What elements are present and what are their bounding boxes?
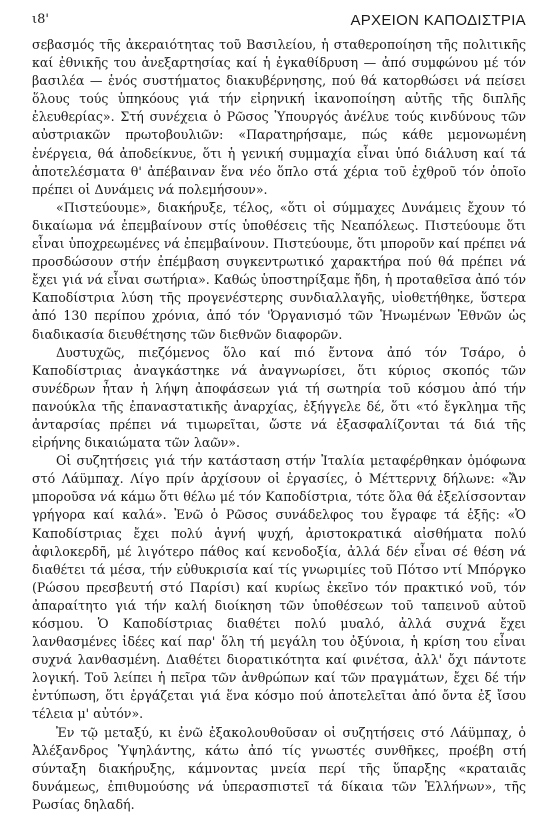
paragraph: Οἱ συζητήσεις γιά τήν κατάσταση στήν Ἰταλία μεταφέρθηκαν ὁμόφωνα στό Λάϋμπαχ. Λίγο πρίν ἀρχίσουν οἱ ἐργασίες, ὁ Μέττερνιχ δήλωνε: «Ἄν μποροῦσα νά κάμω ὅτι θέλω μέ τόν Καποδίστρια, τότε ὅλα θά ἐξελίσσονταν γρήγορα καί καλά». Ἐνῶ ὁ Ρῶσος συνάδελφος του ἔγραφε τά ἑξῆς: «Ὁ Καποδίστριας ἔχει πολύ ἁγνή ψυχή, ἀριστοκρατικά αἰσθήματα πολύ ἀφιλοκερδῆ, μέ λιγότερο πάθος καί κενοδοξία, ἀλλά δέν εἶναι σέ θέση νά διαθέτει τά μέσα, τήν εὐθυκρισία καί τίς γνωριμίες τοῦ Πότσο ντί Μπόργκο (Ρώσου πρεσβευτή στό Παρίσι) καί κυρίως ἐκεῖνο τόν πρακτικό νοῦ, τόν ἀπαραίτητο γιά τήν καλή διοίκηση τῶν ὑποθέσεων τοῦ ταπεινοῦ αὐτοῦ κόσμου. Ὁ Καποδίστριας διαθέτει πολύ μυαλό, ἀλλά συχνά ἔχει λανθασμένες ἰδέες καί παρ' ὅλη τή μεγάλη του ὀξύνοια, ἡ κρίση του εἶναι συχνά λανθασμένη. Διαθέτει διορατικότητα καί φινέτσα, ἀλλ' ὄχι πάντοτε λογική. Τοῦ λείπει ἡ πεῖρα τῶν ἀνθρώπων καί τῶν πραγμάτων, ἔχει δέ τήν ἐντύπωση, ὅτι ἐργάζεται γιά ἕνα κόσμο πού ἀποτελεῖται ἀπό ὄντα ἐξ ἴσου τέλεια μ' αὐτόν». xyxy=(32,453,526,722)
page-number: ι8' xyxy=(32,12,49,27)
paragraph: Ἐν τῷ μεταξύ, κι ἐνῶ ἐξακολουθοῦσαν οἱ συζητήσεις στό Λάϋμπαχ, ὁ Ἀλέξανδρος Ὑψηλάντης, κάτω ἀπό τίς γνωστές συνθῆκες, προέβη στή σύνταξη διακήρυξης, κάμνοντας μνεία περί τῆς ὕπαρξης «κραταιᾶς δυνάμεως, ἐπιθυμούσης νά ὑπερασπιστεῖ τά δίκαια τῶν Ἑλλήνων», τῆς Ρωσίας δηλαδή. xyxy=(32,724,526,812)
body-text xyxy=(32,36,526,814)
paragraph: σεβασμός τῆς ἀκεραιότητας τοῦ Βασιλείου, ἡ σταθεροποίηση τῆς πολιτικῆς καί ἐθνικῆς του ἀνεξαρτησίας καί ἡ ἐγκαθίδρυση — ἀπό συμφώνου μέ τόν βασιλέα — ἑνός συστήματος διακυβέρνησης, πού θά κατορθώσει νά πείσει ὅλους τούς ὑπηκόους γιά τήν εἰρηνική ἱκανοποίηση αὐτῆς τῆς διπλῆς ἐλευθερίας». Στή συνέχεια ὁ Ρῶσος Ὑπουργός ἀνέλυε τούς κινδύνους τῶν αὐστριακῶν πρωτοβουλιῶν: «Παρατηρήσαμε, πώς κάθε μεμονωμένη ἐνέργεια, θά ἀποδείκνυε, ὅτι ἡ γενική συμμαχία εἶναι ὑπό διάλυση καί τά ἀποτελέσματα θ' ἀπέβαιναν ἕνα νέο ὅπλο στά χέρια τοῦ ἐχθροῦ τόν ὁποῖο πρέπει οἱ Δυνάμεις νά πολεμήσουν». xyxy=(32,37,526,197)
running-head: ΑΡΧΕΙΟΝ ΚΑΠΟΔΙΣΤΡΙΑ xyxy=(350,12,526,29)
paragraph: Δυστυχῶς, πιεζόμενος ὅλο καί πιό ἔντονα ἀπό τόν Τσάρο, ὁ Καποδίστριας ἀναγκάστηκε νά ἀναγνωρίσει, ὅτι κύριος σκοπός τῶν συνέδρων ἦταν ἡ λήψη ἀποφάσεων γιά τή σωτηρία τοῦ κόσμου ἀπό τήν πανούκλα τῆς ἐπαναστατικῆς ἀναρχίας, ἐξήγγελε δέ, ὅτι «τό ἔγκλημα τῆς ἀνταρσίας πρέπει νά τιμωρεῖται, ὥστε νά ἐξασφαλίζονται τά διά τῆς εἰρήνης δικαιώματα τῶν λαῶν». xyxy=(32,344,526,451)
paragraph: «Πιστεύουμε», διακήρυξε, τέλος, «ὅτι οἱ σύμμαχες Δυνάμεις ἔχουν τό δικαίωμα νά ἐπεμβαίνουν στίς ὑποθέσεις τῆς Νεαπόλεως. Πιστεύουμε ὅτι εἶναι ὑποχρεωμένες νά ἐπεμβαίνουν. Πιστεύουμε, ὅτι μποροῦν καί πρέπει νά προσδώσουν στήν ἐπέμβαση συγκεντρωτικό χαρακτήρα πού θά πρέπει νά ἔχει γιά νά εἶναι σωτήρια». Καθώς ὑποστηρίξαμε ἤδη, ἡ προταθεῖσα ἀπό τόν Καποδίστρια λύση τῆς προγενέστερης συνδιαλλαγῆς, υἱοθετήθηκε, ὕστερα ἀπό 130 περίπου χρόνια, ἀπό τόν 'Ὀργανισμό τῶν Ἡνωμένων Ἐθνῶν ὡς διαδικασία διευθέτησης τῶν διεθνῶν διαφορῶν. xyxy=(32,199,526,342)
page-header xyxy=(32,8,526,30)
